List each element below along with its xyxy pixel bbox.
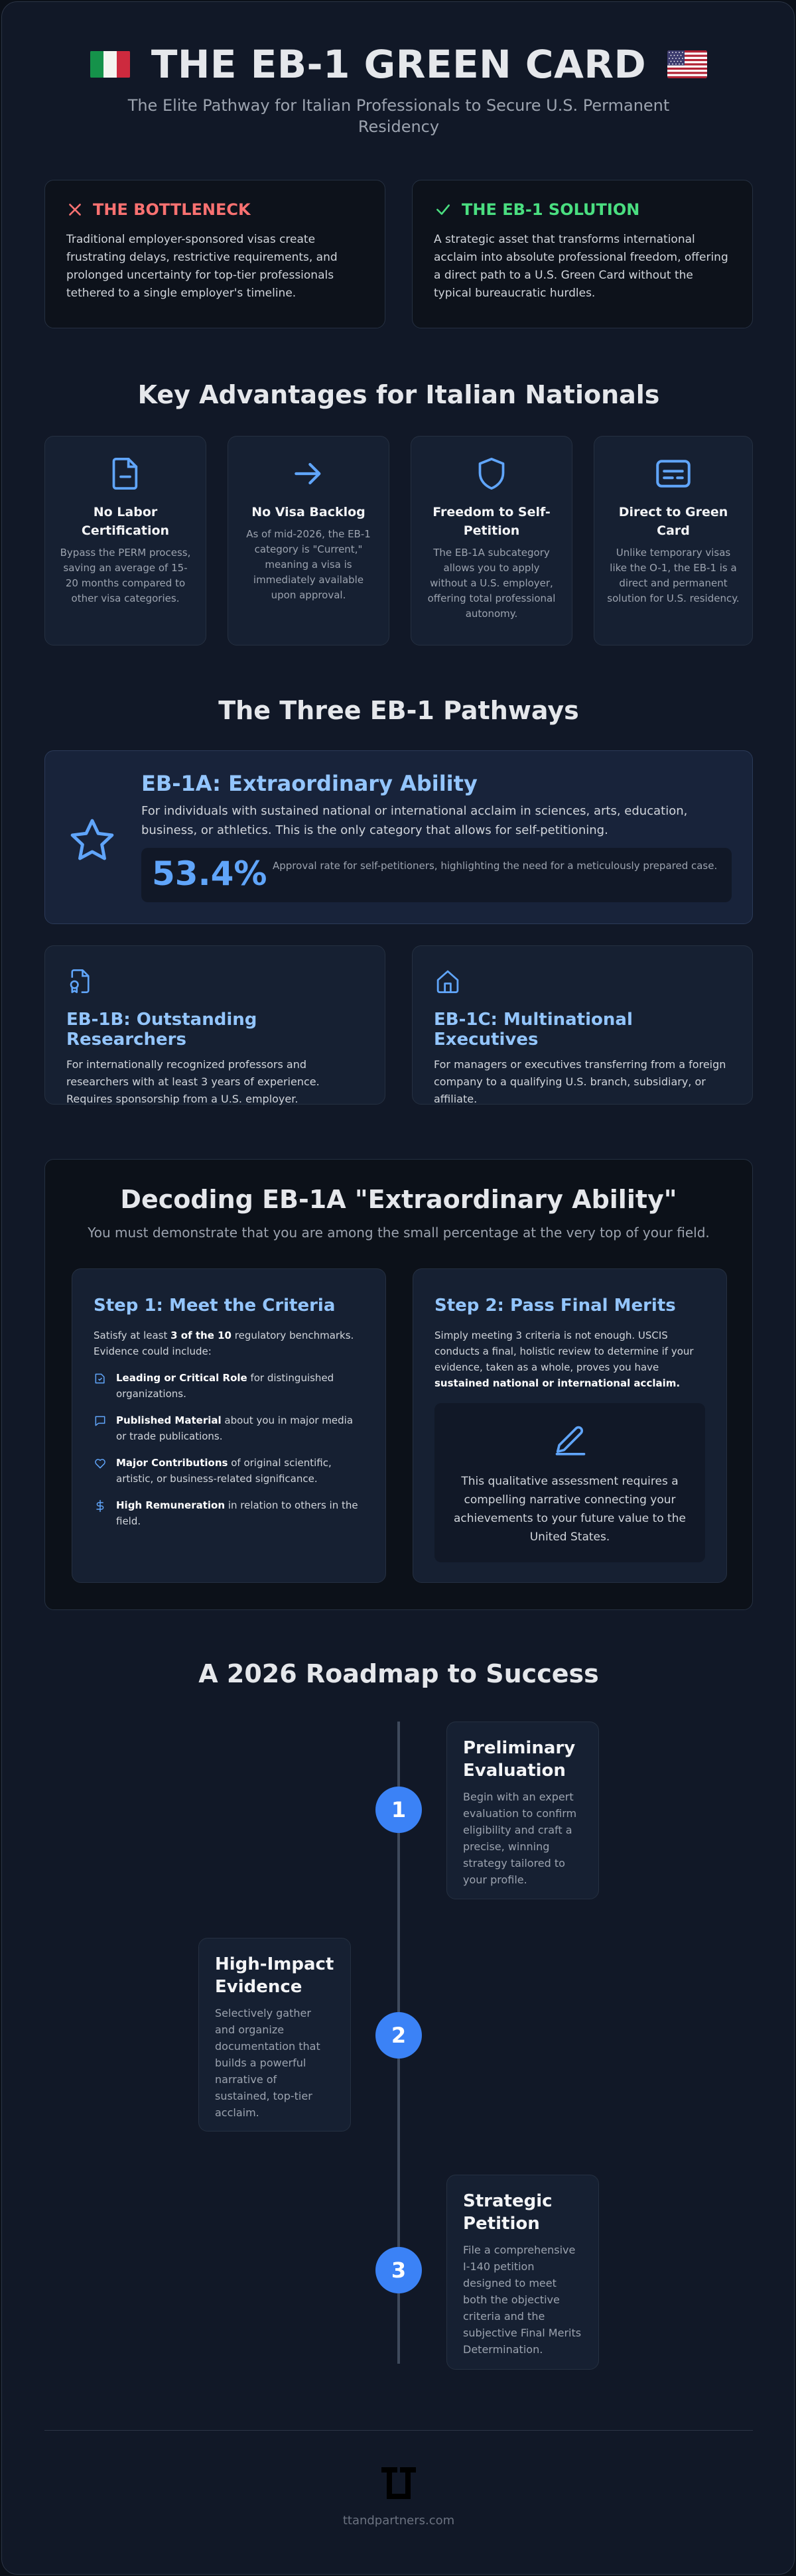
timeline-step-number: 1 (375, 1787, 422, 1833)
pen-icon (551, 1420, 590, 1459)
advantage-title: No Labor Certification (81, 505, 170, 538)
id-card-icon (653, 454, 693, 494)
heart-icon (94, 1456, 107, 1471)
eb1a-text: For individuals with sustained national or international acclaim in sciences, arts, education, business, or athletics. This is the only category that allows for self-petitioning. (141, 804, 688, 837)
criteria-item: Leading or Critical Role for distinguished organizations. (94, 1370, 365, 1402)
crown-badge-icon (94, 1371, 107, 1386)
advantage-text: Unlike temporary visas like the O-1, the EB-1 is a direct and permanent solution for U.S. residency. (607, 547, 740, 604)
hero-header (2, 42, 795, 87)
advantages-title: Key Advantages for Italian Nationals (137, 380, 660, 409)
decoding-section (44, 1159, 753, 1610)
infographic-page (1, 1, 795, 2575)
arrow-right-icon (290, 454, 327, 494)
step1-title: Step 1: Meet the Criteria (94, 1296, 336, 1316)
advantage-text: As of mid-2026, the EB-1 category is "Current," meaning a visa is immediately available upon approval. (246, 528, 371, 601)
eb1b-card (44, 945, 385, 1105)
footer-site[interactable]: ttandpartners.com (342, 2514, 455, 2528)
eb1c-card (412, 945, 753, 1105)
us-flag-icon (667, 50, 707, 78)
criteria-item: High Remuneration in relation to others in the field. (94, 1497, 365, 1529)
timeline-step-number: 2 (375, 2012, 422, 2059)
roadmap-step-text: File a comprehensive I-140 petition designed to meet both the objective criteria and the subjective Final Merits Determination. (463, 2244, 582, 2356)
criteria-item: Published Material about you in major media or trade publications. (94, 1412, 365, 1444)
bottleneck-title: THE BOTTLENECK (93, 200, 251, 219)
roadmap-step-title: High-Impact Evidence (215, 1954, 334, 1997)
eb1a-title: EB-1A: Extraordinary Ability (141, 771, 478, 796)
roadmap-title: A 2026 Roadmap to Success (198, 1659, 599, 1688)
advantage-text: Bypass the PERM process, saving an average of 15-20 months compared to other visa categories. (60, 547, 191, 604)
roadmap-step-text: Begin with an expert evaluation to confirm eligibility and craft a precise, winning strategy tailored to your profile. (463, 1791, 577, 1886)
decoding-title: Decoding EB-1A "Extraordinary Ability" (120, 1185, 677, 1214)
advantage-text: The EB-1A subcategory allows you to apply without a U.S. employer, offering total professional autonomy. (427, 547, 556, 620)
advantage-title: Freedom to Self-Petition (432, 505, 551, 538)
solution-title: THE EB-1 SOLUTION (462, 200, 640, 219)
step2-text: Simply meeting 3 criteria is not enough. USCIS conducts a final, holistic review to determine if your evidence, taken as a whole, proves you have sustained national or international acclaim. (434, 1329, 694, 1389)
solution-heading (434, 200, 731, 219)
bottleneck-text: Traditional employer-sponsored visas create frustrating delays, restrictive requirements, and prolonged uncertainty for top-tier professionals tethered to a single employer's timeline. (66, 233, 338, 300)
pathways-title: The Three EB-1 Pathways (218, 696, 579, 725)
advantage-title: Direct to Green Card (618, 505, 728, 538)
roadmap-step-card (446, 2175, 599, 2370)
roadmap-step-title: Strategic Petition (463, 2191, 553, 2234)
close-x-icon (66, 201, 84, 218)
document-icon (107, 454, 144, 494)
final-merits-box (434, 1403, 705, 1562)
page-title: THE EB-1 GREEN CARD (151, 42, 647, 87)
bottleneck-heading (66, 200, 364, 219)
roadmap-step-card (198, 1938, 351, 2132)
criteria-item: Major Contributions of original scientific, artistic, or business-related significance. (94, 1455, 365, 1487)
roadmap-step-card (446, 1722, 599, 1899)
star-icon (66, 815, 118, 866)
decoding-subtitle: You must demonstrate that you are among the small percentage at the very top of your field. (88, 1225, 710, 1241)
eb1a-card (44, 750, 753, 924)
italy-flag-icon (90, 50, 130, 78)
eb1c-title: EB-1C: Multinational Executives (434, 1010, 633, 1050)
final-merits-quote: This qualitative assessment requires a compelling narrative connecting your achievements to your future value to the United States. (454, 1475, 686, 1544)
advantage-card-freedom (411, 436, 572, 645)
timeline-step-number: 3 (375, 2247, 422, 2293)
advantage-title: No Visa Backlog (251, 505, 365, 519)
footer-divider (44, 2430, 753, 2431)
solution-text: A strategic asset that transforms international acclaim into absolute professional freedom, offering a direct path to a U.S. Green Card without the typical bureaucratic hurdles. (434, 233, 728, 300)
solution-card (412, 180, 753, 328)
eb1b-title: EB-1B: Outstanding Researchers (66, 1010, 257, 1050)
dollar-icon (94, 1499, 107, 1513)
advantage-card-labor (44, 436, 206, 645)
eb1c-text: For managers or executives transferring from a foreign company to a qualifying U.S. branch, subsidiary, or affiliate. (434, 1058, 726, 1105)
chat-icon (94, 1414, 107, 1428)
home-icon (434, 966, 462, 996)
step2-title: Step 2: Pass Final Merits (434, 1296, 676, 1316)
eb1a-stat-box (141, 848, 732, 902)
page-subtitle: The Elite Pathway for Italian Professionals to Secure U.S. Permanent Residency (127, 96, 670, 136)
roadmap-step-title: Preliminary Evaluation (463, 1738, 576, 1781)
research-file-icon (66, 966, 94, 996)
roadmap-step-text: Selectively gather and organize documentation that builds a powerful narrative of sustained, top-tier acclaim. (215, 2007, 320, 2119)
step1-card (72, 1268, 386, 1583)
advantage-card-direct (594, 436, 753, 645)
step1-intro: Satisfy at least 3 of the 10 regulatory benchmarks. Evidence could include: (94, 1329, 354, 1357)
approval-rate-label: Approval rate for self-petitioners, highlighting the need for a meticulously prepared case. (273, 860, 718, 872)
bottleneck-card (44, 180, 385, 328)
advantage-card-backlog (228, 436, 389, 645)
checkmark-icon (434, 201, 452, 218)
tt-logo-icon (380, 2465, 417, 2502)
shield-icon (473, 454, 510, 494)
eb1b-text: For internationally recognized professors and researchers with at least 3 years of experience. Requires sponsorship from a U.S. employer. (66, 1058, 320, 1105)
step2-card (413, 1268, 727, 1583)
approval-rate-value: 53.4% (152, 854, 267, 893)
